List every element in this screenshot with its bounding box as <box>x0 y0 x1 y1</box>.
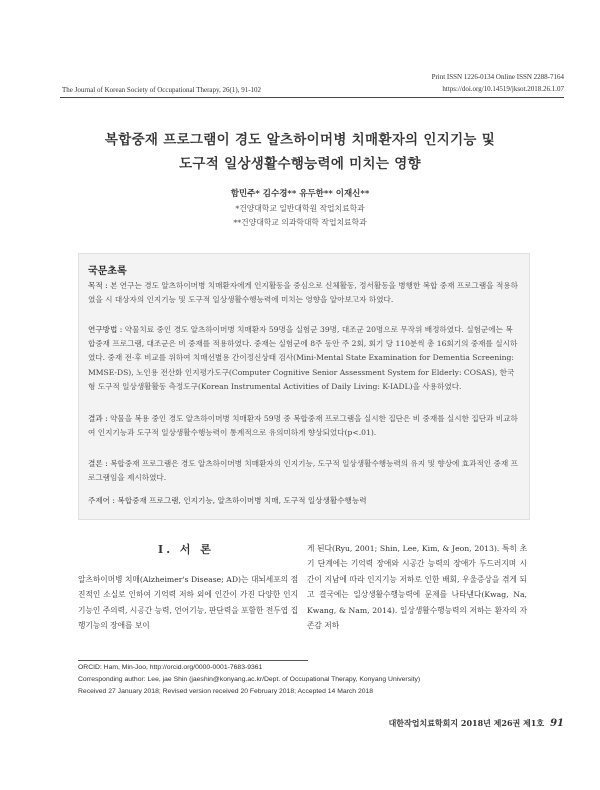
page-footer <box>389 718 564 729</box>
abstract-conclusion <box>88 457 518 485</box>
footer-journal: 대한작업치료학회지 2018년 제26권 제1호 <box>388 718 545 728</box>
affiliation-1: *건양대학교 일반대학원 작업치료학과 <box>235 204 365 213</box>
journal-citation: The Journal of Korean Society of Occupational Therapy, 26(1), 91-102 <box>62 86 262 94</box>
keywords-text: 복합중재 프로그램, 인지기능, 알츠하이머병 치매, 도구적 일상생활수행능력 <box>117 496 367 505</box>
header-divider <box>60 97 564 98</box>
footnote-orcid: ORCID: Ham, Min-Joo, http://orcid.org/0000-0001-7683-9361 <box>78 664 263 671</box>
methods-label: 연구방법 : <box>88 325 125 334</box>
footnote-divider <box>78 660 308 661</box>
page-number: 91 <box>550 718 564 729</box>
section-title-introduction: Ⅰ. 서 론 <box>158 543 214 556</box>
body-text-right-column: 게 된다(Ryu, 2001; Shin, Lee, Kim, & Jeon, 2013). 특히 초기 단계에는 기억력 장애와 시공간 능력의 장애가 두드러지며 시간이 지남에 따라 인지기능 저하로 인한 배회, 우울증상을 겪게 되고 결국에는 일상생활수행능력에 문제를 나타낸다(Kwag, Na, Kwang, & Nam, 2014). 일상생활수행능력의 저하는 환자의 자존감 저하 <box>307 544 527 631</box>
footnote-corresponding: Corresponding author: Lee, jae Shin (jaeshin@konyang.ac.kr/Dept. of Occupational Therapy, Konyang University) <box>78 676 421 683</box>
paper-title-line-2: 도구적 일상생활수행능력에 미치는 영향 <box>179 156 421 172</box>
purpose-label: 목적 : <box>88 281 111 290</box>
conclusion-text: 복합중재 프로그램은 경도 알츠하이머병 치매환자의 인지기능, 도구적 일상생활수행능력의 유지 및 향상에 효과적인 중재 프로그램임을 제시하였다. <box>88 459 518 483</box>
abstract-purpose <box>88 279 518 307</box>
issn-line: Print ISSN 1226-0134 Online ISSN 2288-7164 <box>431 73 564 81</box>
purpose-text: 본 연구는 경도 알츠하이머병 치매환자에게 인지활동을 중심으로 신체활동, 정서활동을 병행한 복합 중재 프로그램을 적용하였을 시 대상자의 인지기능 및 도구적 일상생활수행능력에 미치는 영향을 알아보고자 하였다. <box>88 281 518 305</box>
paper-title-line-1: 복합중재 프로그램이 경도 알츠하이머병 치매환자의 인지기능 및 <box>104 132 496 148</box>
conclusion-label: 결론 : <box>88 459 111 468</box>
author-list: 함민주* 김수경** 유두한** 이재신** <box>230 189 370 199</box>
methods-text: 약물치료 중인 경도 알츠하이머병 치매환자 59명을 실험군 39명, 대조군 20명으로 무작위 배정하였다. 실험군에는 복합중재 프로그램, 대조군은 비 중재를 적용하였다. 중재는 실험군에 8주 동안 주 2회, 회기 당 110분씩 총 16회기의 중재를 실시하였다. 중재 전·후 비교를 위하여 치매선별용 간이정신상태 검사(Mini-Mental State Examination for Dementia Screening: MMSE-DS), 노인용 전산화 인지평가도구(Computer Cognitive Senior Assessment System for Elderly: COSAS), 한국형 도구적 일상생활활동 측정도구(Korean Instrumental Activities of Daily Living: K-IADL)을 사용하였다. <box>88 325 518 391</box>
keywords <box>88 495 518 506</box>
abstract-heading: 국문초록 <box>88 266 127 277</box>
body-text-left-column: 알츠하이머병 치매(Alzheimer's Disease; AD)는 대뇌세포의 점진적인 소실로 인하여 기억력 저하 외에 인간이 가진 다양한 인지기능인 주의력, 시공간 능력, 언어기능, 판단력을 포함한 전두엽 집행기능의 장애를 보이 <box>78 575 298 631</box>
doi-link[interactable]: https://doi.org/10.14519/jksot.2018.26.1.07 <box>442 85 564 93</box>
footnote-received: Received 27 January 2018; Revised version received 20 February 2018; Accepted 14 March 2018 <box>78 688 374 695</box>
abstract-methods <box>88 323 518 394</box>
results-text: 약물을 복용 중인 경도 알츠하이머병 치매환자 59명 중 복합중재 프로그램을 실시한 집단은 비 중재를 실시한 집단과 비교하여 인지기능과 도구적 일상생활수행능력이 통계적으로 유의미하게 향상되었다(p<.01). <box>88 414 518 438</box>
results-label: 결과 : <box>88 414 111 423</box>
abstract-results <box>88 412 518 440</box>
keywords-label: 주제어 : <box>88 496 118 505</box>
affiliation-2: **건양대학교 의과학대학 작업치료학과 <box>233 218 367 227</box>
